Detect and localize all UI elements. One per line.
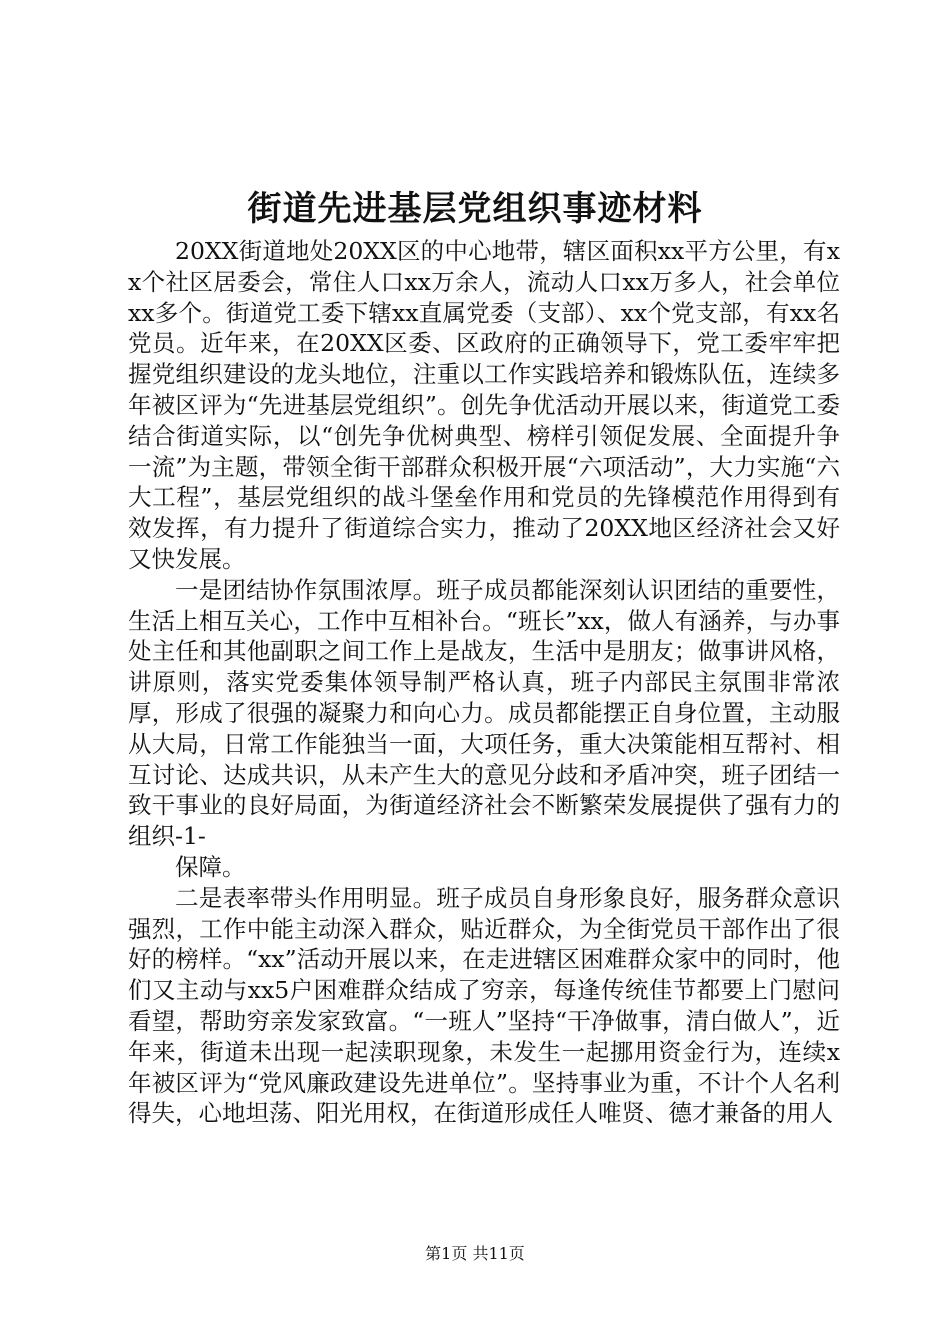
paragraph-intro: 20XX街道地处20XX区的中心地带，辖区面积xx平方公里，有xx个社区居委会，常住人口xx万余人，流动人口xx万多人，社会单位xx多个。街道党工委下辖xx直属党委（支部）、xx个党支部，有xx名党员。近年来，在20XX区委、区政府的正确领导下，党工委牢牢把握党组织建设的龙头地位，注重以工作实践培养和锻炼队伍，连续多年被区评为“先进基层党组织”。创先争优活动开展以来，街道党工委结合街道实际，以“创先争优树典型、榜样引领促发展、全面提升争一流”为主题，带领全街干部群众积极开展“六项活动”，大力实施“六大工程”，基层党组织的战斗堡垒作用和党员的先锋模范作用得到有效发挥，有力提升了街道综合实力，推动了20XX地区经济社会又好又快发展。 — [128, 237, 840, 573]
paragraph-unity: 一是团结协作氛围浓厚。班子成员都能深刻认识团结的重要性，生活上相互关心，工作中互相补台。“班长”xx，做人有涵养，与办事处主任和其他副职之间工作上是战友，生活中是朋友；做事讲风格，讲原则，落实党委集体领导制严格认真，班子内部民主氛围非常浓厚，形成了很强的凝聚力和向心力。成员都能摆正自身位置，主动服从大局，日常工作能独当一面，大项任务，重大决策能相互帮衬、相互讨论、达成共识，从未产生大的意见分歧和矛盾冲突，班子团结一致干事业的良好局面，为街道经济社会不断繁荣发展提供了强有力的组织-1- — [128, 575, 840, 851]
document-body — [128, 236, 840, 1129]
paragraph-continuation: 保障。 — [175, 852, 246, 881]
page-footer: 第1页 共11页 — [425, 1244, 525, 1263]
document-title: 街道先进基层党组织事迹材料 — [247, 189, 703, 229]
paragraph-exemplary: 二是表率带头作用明显。班子成员自身形象良好，服务群众意识强烈，工作中能主动深入群众，贴近群众，为全街党员干部作出了很好的榜样。“xx”活动开展以来，在走进辖区困难群众家中的同时，他们又主动与xx5户困难群众结成了穷亲，每逢传统佳节都要上门慰问看望，帮助穷亲发家致富。“一班人”坚持“干净做事，清白做人”，近年来，街道未出现一起渎职现象，未发生一起挪用资金行为，连续x年被区评为“党风廉政建设先进单位”。坚持事业为重，不计个人名利得失，心地坦荡、阳光用权，在街道形成任人唯贤、德才兼备的用人 — [128, 883, 840, 1128]
